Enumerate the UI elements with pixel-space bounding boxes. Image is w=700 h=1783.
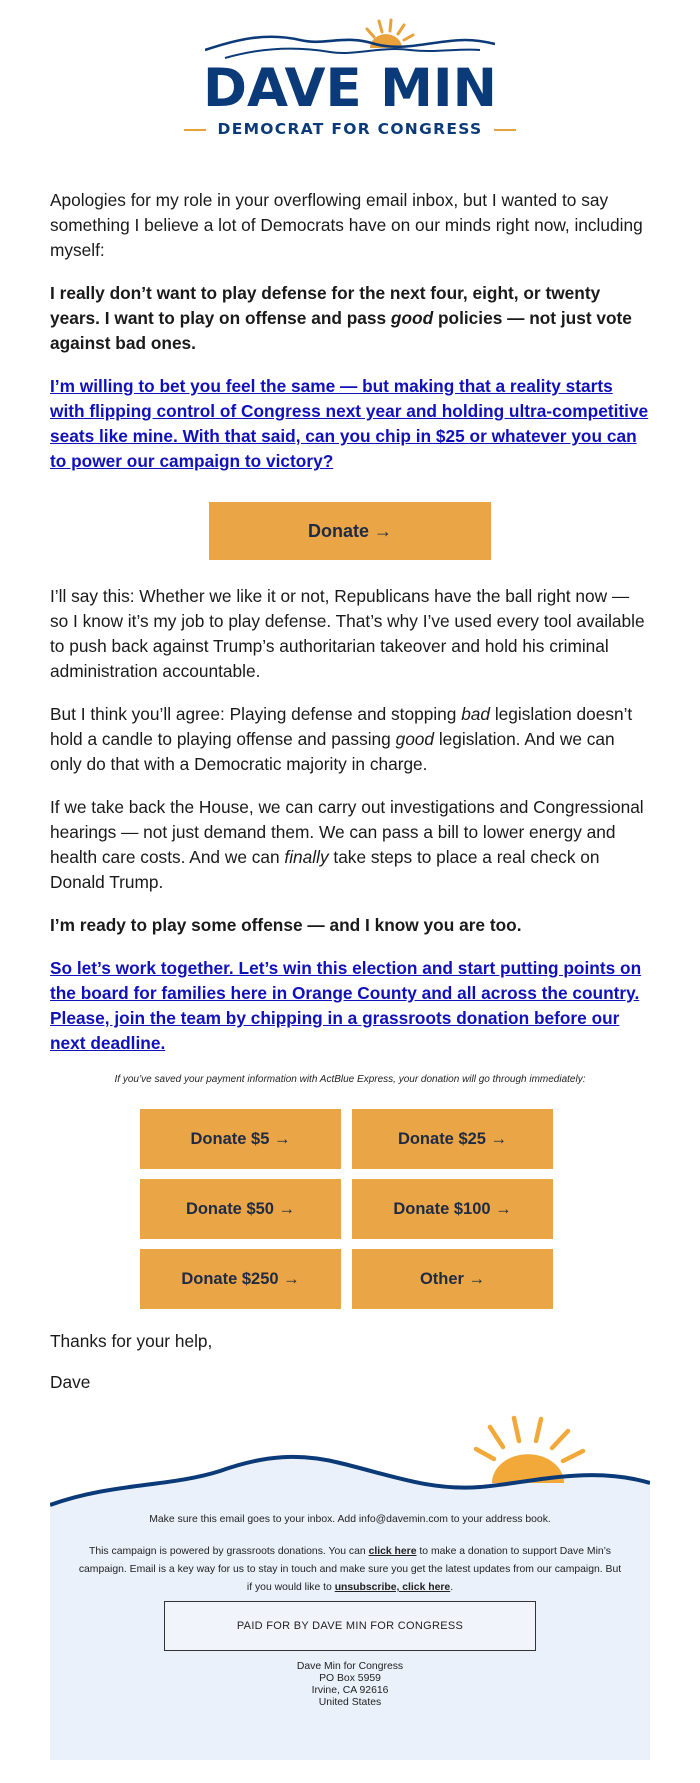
footer [50,1413,650,1760]
footer-text [50,1511,650,1709]
click-here-link[interactable]: click here [368,1546,417,1557]
unsubscribe-link[interactable]: unsubscribe, click here [334,1582,451,1593]
paragraph-ready: I’m ready to play some offense — and I know you are too. [50,915,522,935]
logo-subtitle: DEMOCRAT FOR CONGRESS [0,120,700,138]
campaign-logo [0,0,700,150]
paid-for-box: PAID FOR BY DAVE MIN FOR CONGRESS [164,1601,536,1651]
donate-5-button[interactable]: Donate $5 → [140,1109,341,1169]
donate-link-join[interactable]: So let’s work together. Let’s win this election and start putting points on the board for families here in Orange County and all across the country. Please, join the team by chipping in a grassroots donation before our next deadline. [50,958,642,1053]
donate-250-button[interactable]: Donate $250 → [140,1249,341,1309]
logo-wordmark: DAVE MIN [203,58,497,119]
mailing-address: Dave Min for Congress PO Box 5959 Irvine, CA 92616 United States [296,1661,404,1708]
paragraph-join-link [50,956,650,1056]
email-body [0,150,700,1393]
actblue-note: If you’ve saved your payment information with ActBlue Express, your donation will go through immediately: [114,1074,586,1085]
paragraph-agree: But I think you’ll agree: Playing defense and stopping bad legislation doesn’t hold a candle to playing offense and passing good legislation. And we can only do that with a Democratic majority in charge. [50,704,633,774]
paragraph-offense: I really don’t want to play defense for the next four, eight, or twenty years. I want to play on offense and pass good policies — not just vote against bad ones. [50,283,632,353]
thanks-line: Thanks for your help, [50,1331,213,1351]
donate-other-button[interactable]: Other → [352,1249,553,1309]
paragraph-house: If we take back the House, we can carry out investigations and Congressional hearings — not just demand them. We can pass a bill to lower energy and health care costs. And we can finally take steps to place a real check on Donald Trump. [50,797,644,892]
donate-25-button[interactable]: Donate $25 → [352,1109,553,1169]
donate-100-button[interactable]: Donate $100 → [352,1179,553,1239]
inbox-note: Make sure this email goes to your inbox. Add info@davemin.com to your address book. [149,1514,551,1525]
donate-button[interactable]: Donate → [209,502,491,560]
donation-amount-grid [140,1109,560,1309]
donate-50-button[interactable]: Donate $50 → [140,1179,341,1239]
donate-link-bet[interactable]: I’m willing to bet you feel the same — but making that a reality starts with flipping control of Congress next year and holding ultra-competitive seats like mine. With that said, can you chip in $25 or whatever you can to power our campaign to victory? [50,376,649,471]
signoff: Dave [50,1372,91,1392]
paragraph-donate-link [50,374,650,474]
paragraph-defense: I’ll say this: Whether we like it or not, Republicans have the ball right now — so I know it’s my job to play defense. That’s why I’ve used every tool available to push back against Trump’s authoritarian takeover and hold his criminal administration accountable. [50,586,645,681]
paragraph-intro: Apologies for my role in your overflowing email inbox, but I wanted to say something I believe a lot of Democrats have on our minds right now, including myself: [50,190,643,260]
powered-by-note: This campaign is powered by grassroots donations. You can click here to make a donation to support Dave Min’s campaign. Email is a key way for us to stay in touch and make sure you get the latest updates from our campaign. But if you would like to unsubscribe, click here. [78,1546,622,1593]
